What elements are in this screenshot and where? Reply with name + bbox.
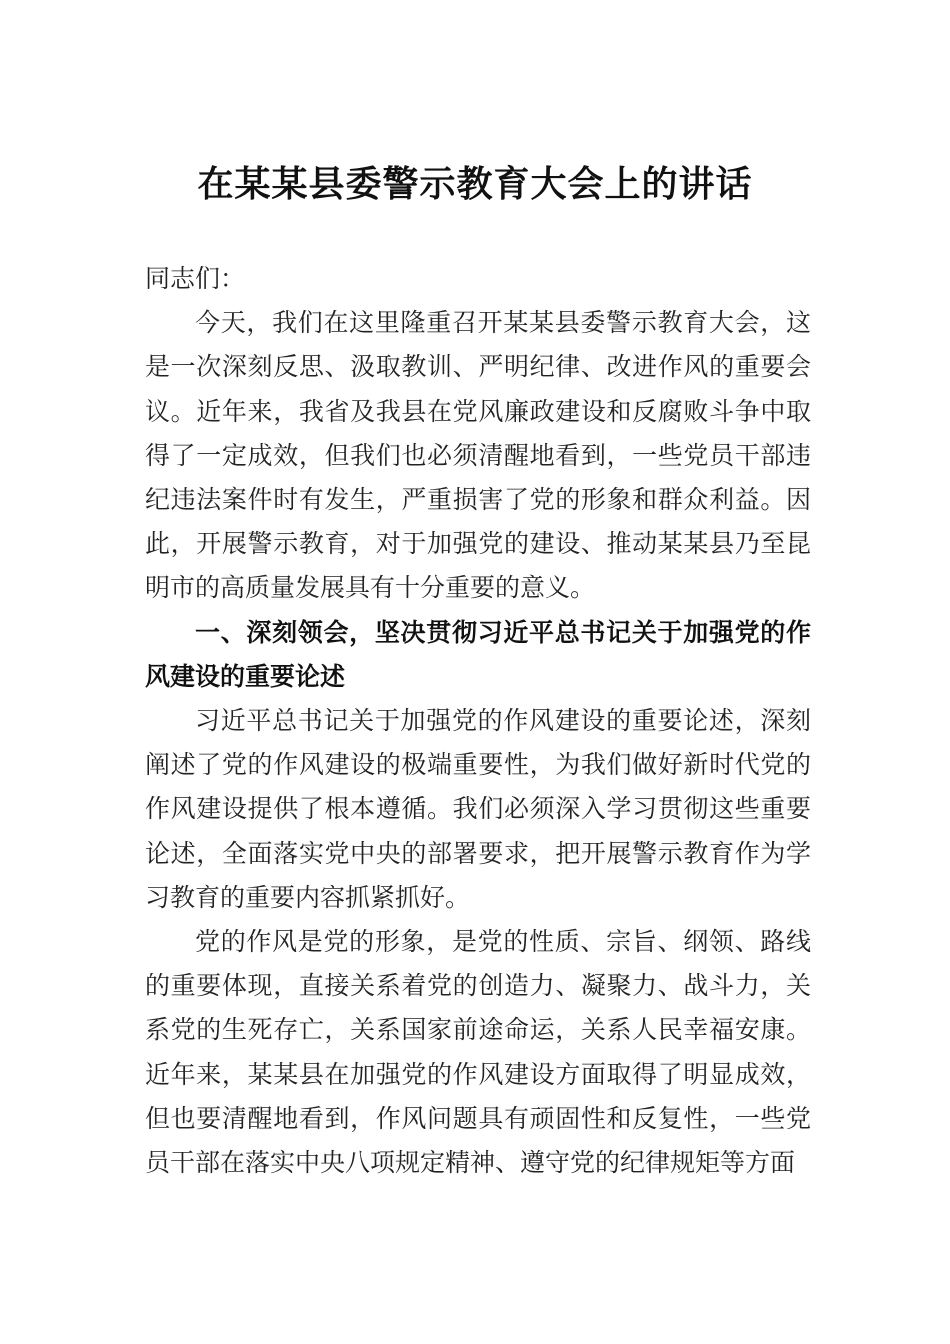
paragraph-intro: 今天，我们在这里隆重召开某某县委警示教育大会，这是一次深刻反思、汲取教训、严明纪律、改进作风的重要会议。近年来，我省及我县在党风廉政建设和反腐败斗争中取得了一定成效，但我们也必须清醒地看到，一些党员干部违纪违法案件时有发生，严重损害了党的形象和群众利益。因此，开展警示教育，对于加强党的建设、推动某某县乃至昆明市的高质量发展具有十分重要的意义。 (145, 308, 811, 603)
document-body (145, 257, 811, 1185)
paragraph-2: 习近平总书记关于加强党的作风建设的重要论述，深刻阐述了党的作风建设的极端重要性，为我们做好新时代党的作风建设提供了根本遵循。我们必须深入学习贯彻这些重要论述，全面落实党中央的部署要求，把开展警示教育作为学习教育的重要内容抓紧抓好。 (145, 706, 811, 912)
document-title: 在某某县委警示教育大会上的讲话 (197, 163, 753, 205)
greeting: 同志们： (145, 264, 246, 293)
section-heading-1: 一、深刻领会，坚决贯彻习近平总书记关于加强党的作风建设的重要论述 (145, 617, 811, 691)
paragraph-3: 党的作风是党的形象，是党的性质、宗旨、纲领、路线的重要体现，直接关系着党的创造力、凝聚力、战斗力，关系党的生死存亡，关系国家前途命运，关系人民幸福安康。近年来，某某县在加强党的作风建设方面取得了明显成效，但也要清醒地看到，作风问题具有顽固性和反复性，一些党员干部在落实中央八项规定精神、遵守党的纪律规矩等方面 (145, 927, 811, 1178)
